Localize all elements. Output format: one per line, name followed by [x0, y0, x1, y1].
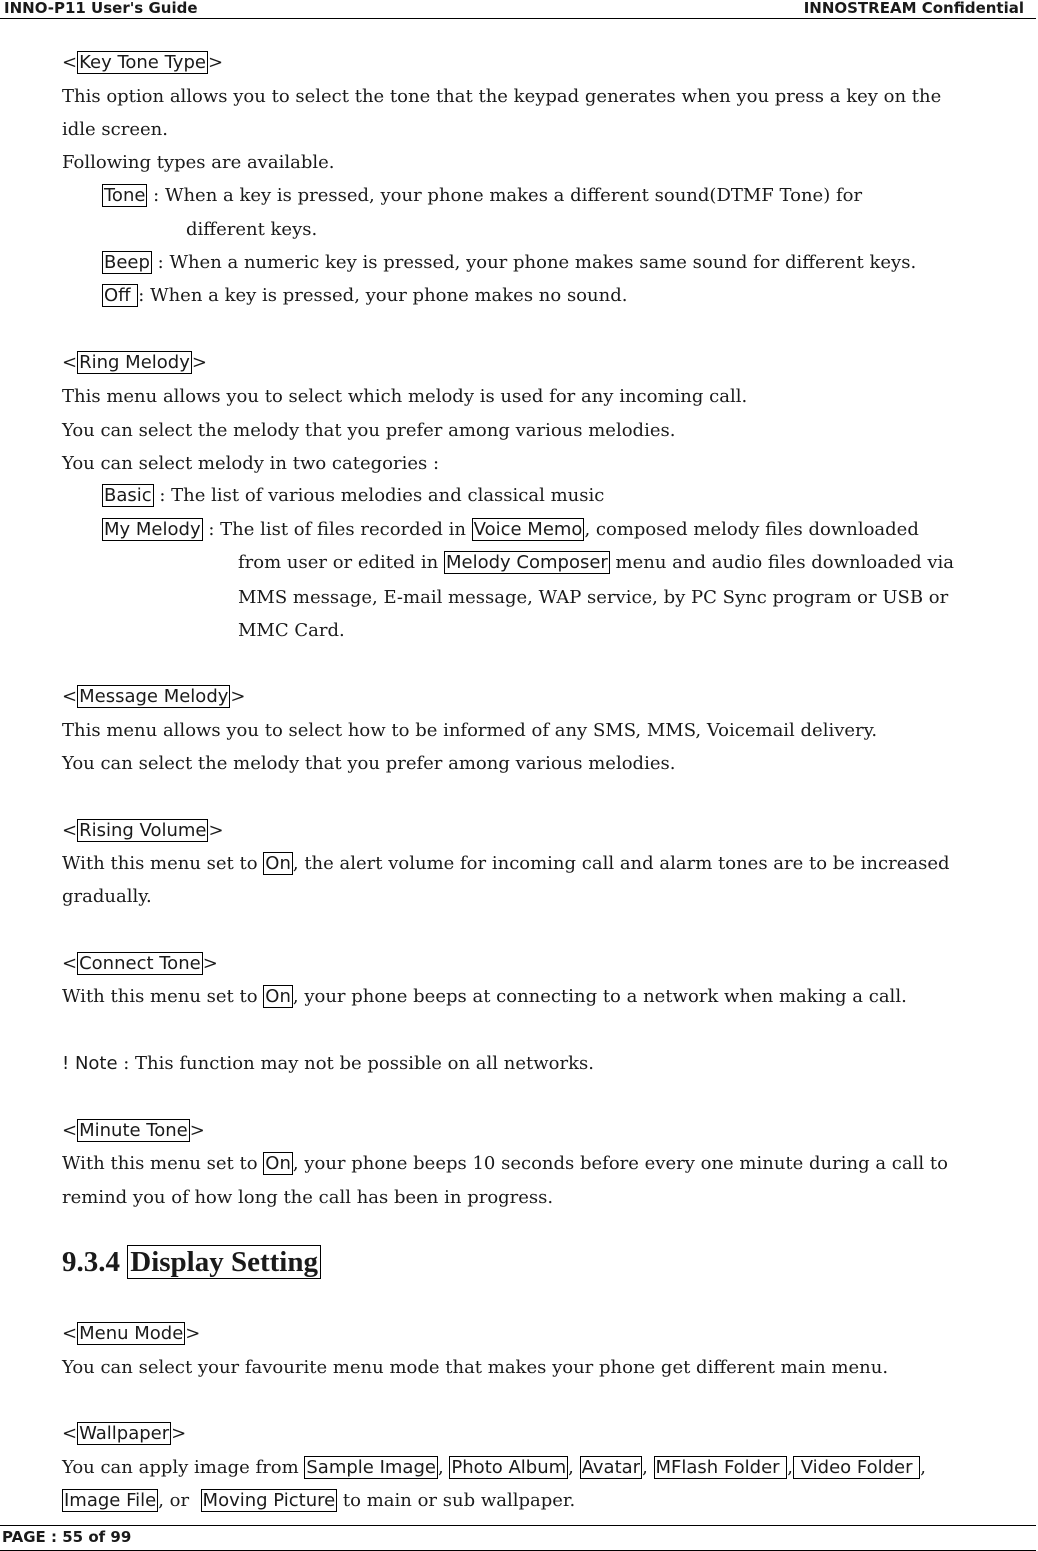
term-tone: Tone	[104, 185, 146, 206]
term-my-melody: My Melody	[104, 519, 201, 540]
paragraph: With this menu set to On , your phone beeps at connecting to a network when making a call.	[62, 986, 907, 1007]
list-item-continuation: MMS message, E-mail message, WAP service, by PC Sync program or USB or	[238, 587, 949, 608]
paragraph: Following types are available.	[62, 152, 335, 173]
header-right: INNOSTREAM Confidential	[803, 0, 1024, 17]
list-item: Tone : When a key is pressed, your phone makes a different sound(DTMF Tone) for	[104, 185, 863, 206]
rising-volume-title: Rising Volume	[79, 820, 207, 841]
paragraph: This option allows you to select the tone that the keypad generates when you press a key on the	[62, 86, 942, 107]
menu-mode-heading: < Menu Mode >	[62, 1323, 201, 1344]
term-video-folder: Video Folder	[795, 1457, 919, 1478]
term-image-file: Image File	[64, 1490, 157, 1511]
section-number: 9.3.4	[62, 1246, 128, 1278]
term-melody-composer: Melody Composer	[446, 552, 608, 573]
list-item-continuation: MMC Card.	[238, 620, 345, 641]
page-footer	[0, 1525, 1036, 1551]
key-tone-title: Key Tone Type	[79, 52, 206, 73]
key-tone-heading: < Key Tone Type >	[62, 52, 224, 73]
minute-tone-heading: < Minute Tone >	[62, 1120, 205, 1141]
paragraph: With this menu set to On , the alert volume for incoming call and alarm tones are to be increased	[62, 853, 950, 874]
term-sample-image: Sample Image	[306, 1457, 436, 1478]
paragraph: This menu allows you to select how to be informed of any SMS, MMS, Voicemail delivery.	[62, 720, 878, 741]
note: ! Note : This function may not be possible on all networks.	[62, 1053, 594, 1074]
paragraph: You can select your favourite menu mode that makes your phone get different main menu.	[62, 1357, 889, 1378]
term-mflash-folder: MFlash Folder	[655, 1457, 786, 1478]
list-item: My Melody : The list of files recorded in Voice Memo , composed melody files downloaded	[104, 519, 919, 540]
ring-melody-heading: < Ring Melody >	[62, 352, 207, 373]
paragraph: This menu allows you to select which melody is used for any incoming call.	[62, 386, 748, 407]
note-label: ! Note	[62, 1053, 118, 1074]
list-item-continuation: different keys.	[186, 219, 318, 240]
term-moving-picture: Moving Picture	[202, 1490, 336, 1511]
list-item: Beep : When a numeric key is pressed, your phone makes same sound for different keys.	[104, 252, 917, 273]
term-avatar: Avatar	[581, 1457, 641, 1478]
list-item: Basic : The list of various melodies and classical music	[104, 485, 605, 506]
paragraph: With this menu set to On , your phone beeps 10 seconds before every one minute during a call to	[62, 1153, 948, 1174]
paragraph: You can select the melody that you prefer among various melodies.	[62, 753, 676, 774]
paragraph: Image File , or Moving Picture to main or sub wallpaper.	[64, 1490, 576, 1511]
term-on: On	[265, 1153, 291, 1174]
ring-melody-title: Ring Melody	[79, 352, 190, 373]
list-item-continuation: from user or edited in Melody Composer menu and audio files downloaded via	[238, 552, 955, 573]
rising-volume-heading: < Rising Volume >	[62, 820, 224, 841]
paragraph: You can select the melody that you prefer among various melodies.	[62, 420, 676, 441]
term-photo-album: Photo Album	[451, 1457, 567, 1478]
page-number: PAGE : 55 of 99	[2, 1528, 132, 1546]
wallpaper-title: Wallpaper	[79, 1423, 170, 1444]
message-melody-heading: < Message Melody >	[62, 686, 246, 707]
term-on: On	[265, 853, 291, 874]
list-item: Off : When a key is pressed, your phone makes no sound.	[104, 285, 628, 306]
section-heading	[62, 1244, 321, 1280]
paragraph: idle screen.	[62, 119, 168, 140]
menu-mode-title: Menu Mode	[79, 1323, 184, 1344]
term-off: Off	[104, 285, 137, 306]
term-on: On	[265, 986, 291, 1007]
page-header	[0, 0, 1036, 19]
paragraph: gradually.	[62, 886, 152, 907]
wallpaper-heading: < Wallpaper >	[62, 1423, 187, 1444]
paragraph: You can select melody in two categories :	[62, 453, 440, 474]
section-title: Display Setting	[127, 1245, 321, 1279]
term-voice-memo: Voice Memo	[473, 519, 583, 540]
connect-tone-heading: < Connect Tone >	[62, 953, 218, 974]
paragraph: remind you of how long the call has been in progress.	[62, 1187, 554, 1208]
term-basic: Basic	[104, 485, 152, 506]
message-melody-title: Message Melody	[79, 686, 229, 707]
paragraph: You can apply image from Sample Image , Photo Album , Avatar , MFlash Folder , Video Folder ,	[62, 1457, 926, 1478]
connect-tone-title: Connect Tone	[79, 953, 201, 974]
header-left: INNO-P11 User's Guide	[4, 0, 198, 17]
term-beep: Beep	[104, 252, 150, 273]
minute-tone-title: Minute Tone	[79, 1120, 188, 1141]
